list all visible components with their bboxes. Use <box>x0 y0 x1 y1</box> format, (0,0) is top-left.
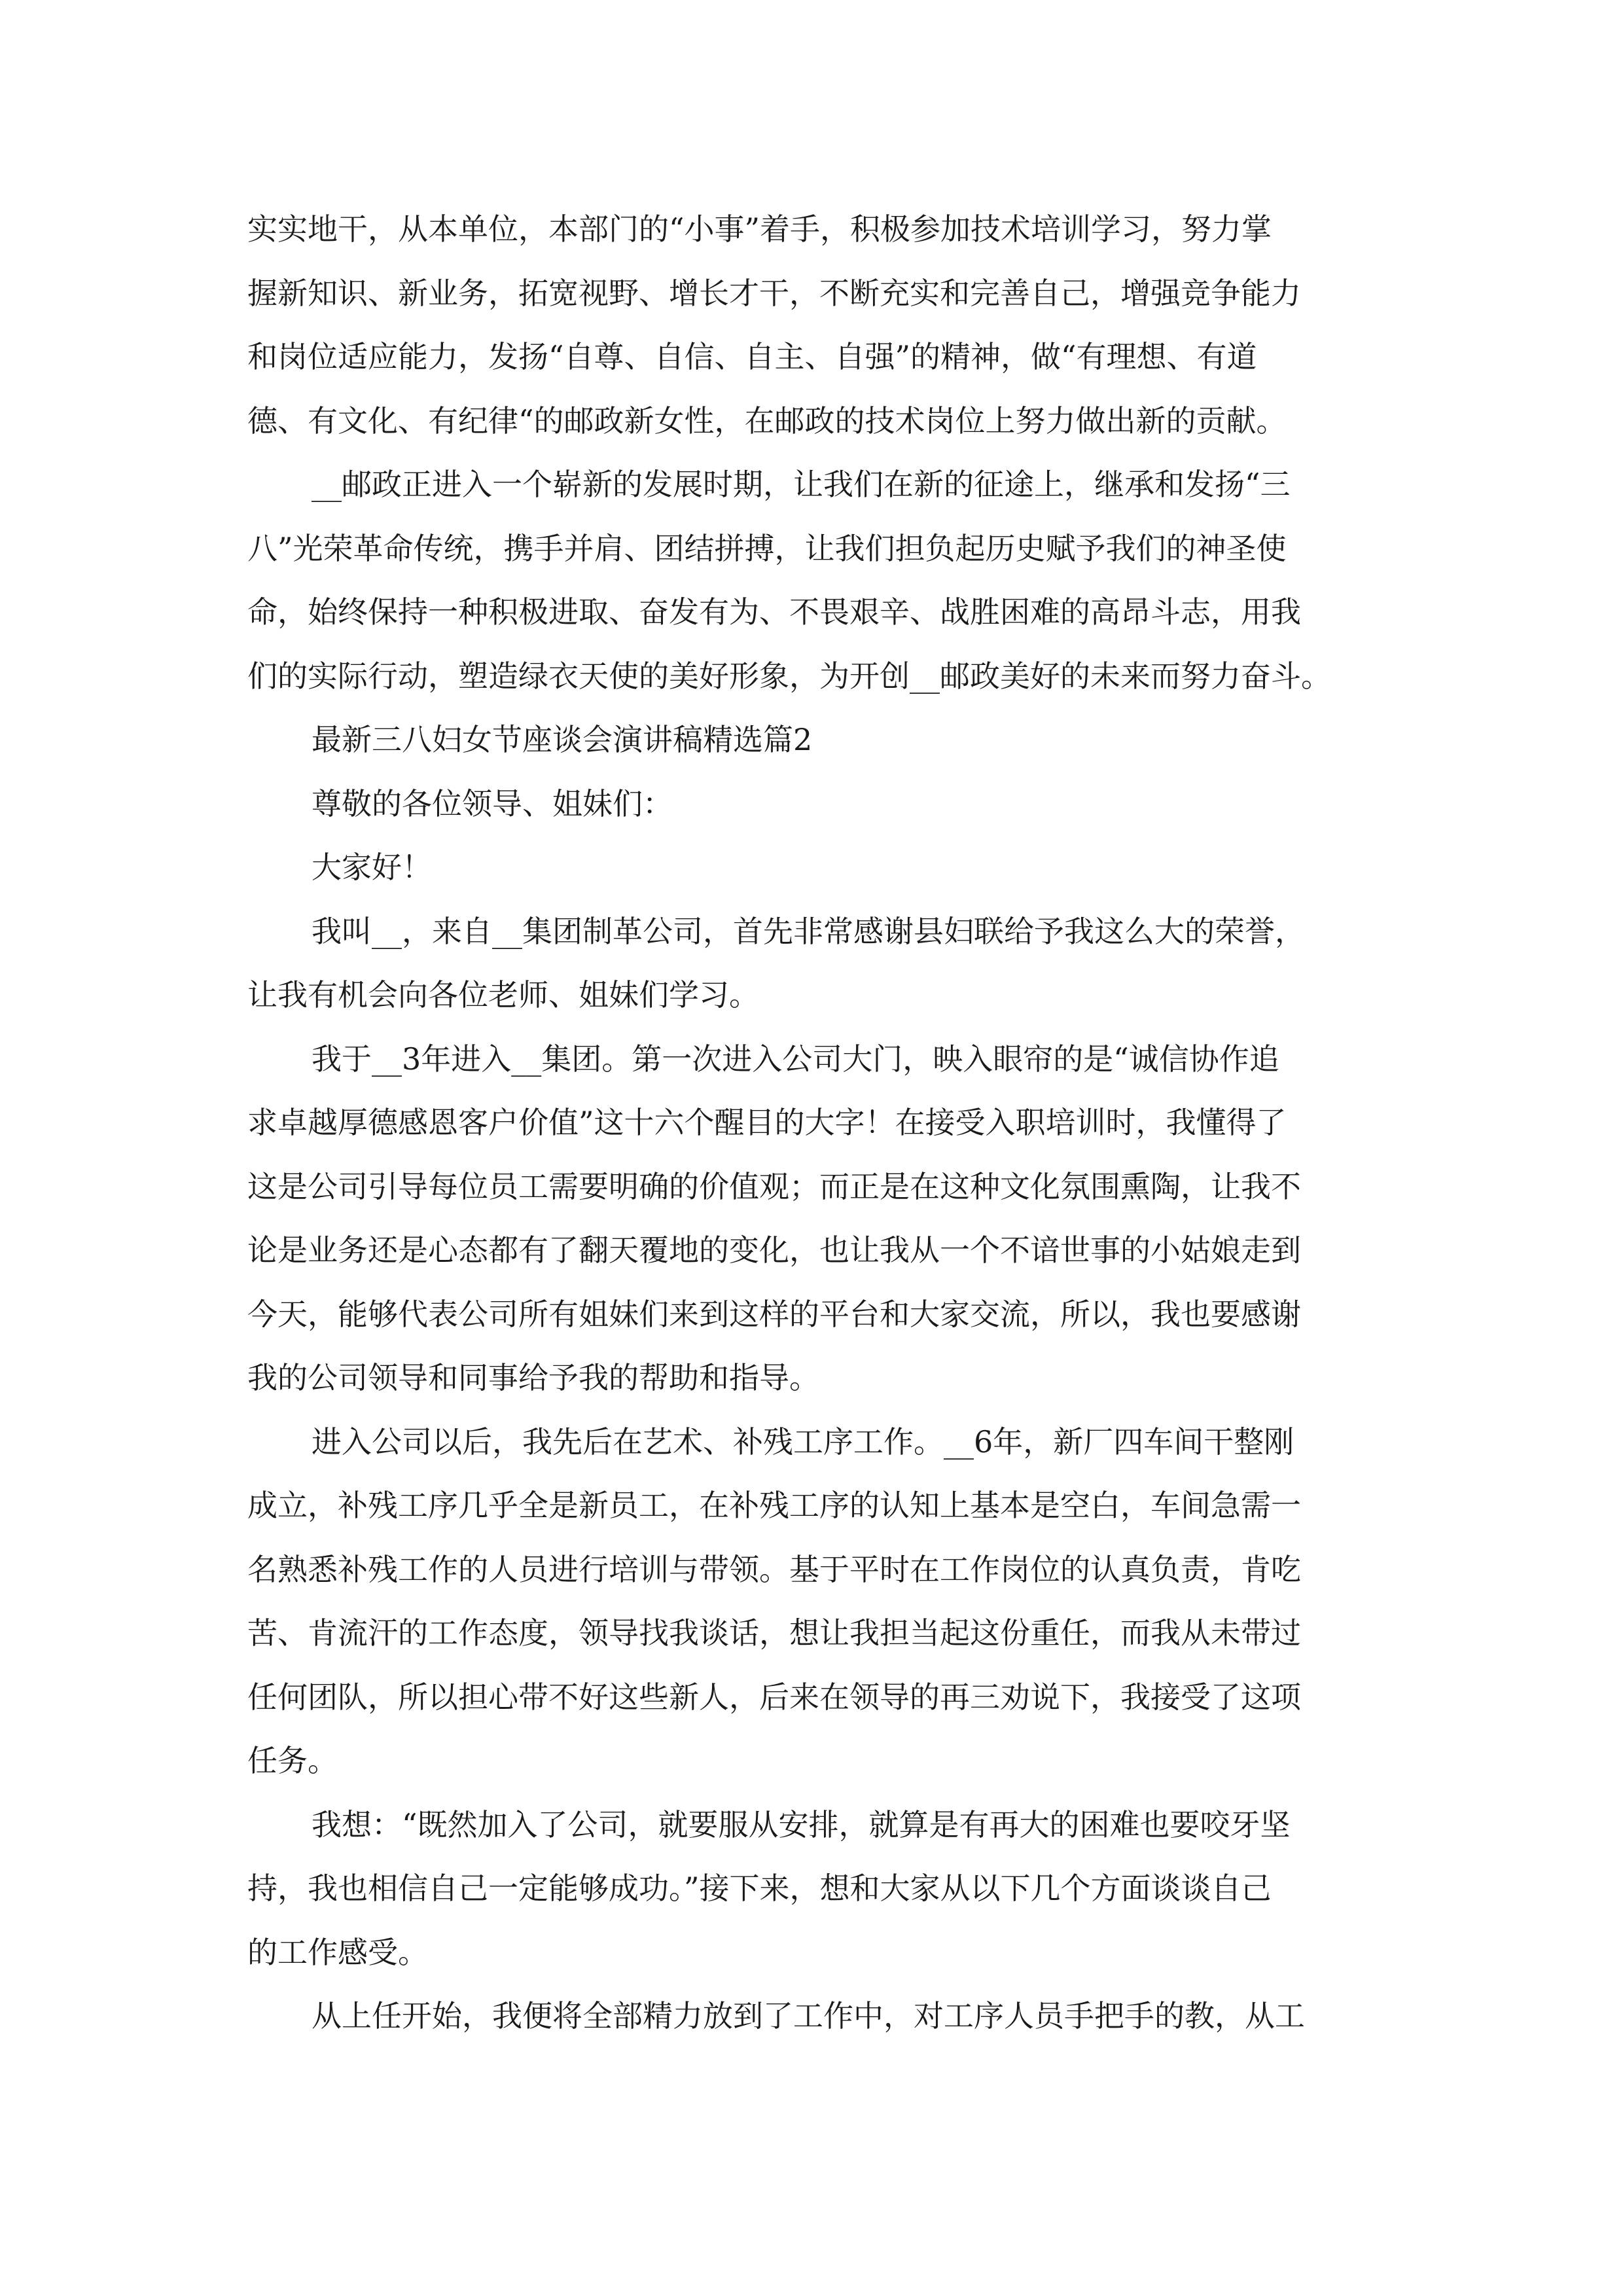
text-line: 握新知识、新业务，拓宽视野、增长才干，不断充实和完善自己，增强竞争能力 <box>247 275 1301 311</box>
text-line: 这是公司引导每位员工需要明确的价值观；而正是在这种文化氛围熏陶，让我不 <box>247 1168 1301 1204</box>
text-line: 进入公司以后，我先后在艺术、补残工序工作。__6年，新厂四车间干整刚 <box>312 1424 1294 1460</box>
text-line: 让我有机会向各位老师、姐妹们学习。 <box>247 977 759 1013</box>
text-line: 的工作感受。 <box>247 1934 428 1970</box>
text-line: 求卓越厚德感恩客户价值”这十六个醒目的大字！在接受入职培训时，我懂得了 <box>247 1105 1287 1140</box>
text-line: 我想：“既然加入了公司，就要服从安排，就算是有再大的困难也要咬牙坚 <box>312 1806 1291 1842</box>
text-line: 苦、肯流汗的工作态度，领导找我谈话，想让我担当起这份重任，而我从未带过 <box>247 1615 1301 1651</box>
salutation: 尊敬的各位领导、姐妹们： <box>312 785 673 821</box>
section-heading: 最新三八妇女节座谈会演讲稿精选篇2 <box>312 722 813 757</box>
text-line: 成立，补残工序几乎全是新员工，在补残工序的认知上基本是空白，车间急需一 <box>247 1488 1301 1523</box>
text-line: 我的公司领导和同事给予我的帮助和指导。 <box>247 1360 819 1395</box>
text-line: 任何团队，所以担心带不好这些新人，后来在领导的再三劝说下，我接受了这项 <box>247 1679 1301 1715</box>
text-line: 八”光荣革命传统，携手并肩、团结拼搏，让我们担负起历史赋予我们的神圣使 <box>247 530 1287 566</box>
document-page <box>247 198 1381 2049</box>
text-line: 论是业务还是心态都有了翻天覆地的变化，也让我从一个不谙世事的小姑娘走到 <box>247 1232 1301 1268</box>
text-line: __邮政正进入一个崭新的发展时期，让我们在新的征途上，继承和发扬“三 <box>312 467 1291 502</box>
text-line: 我于__3年进入__集团。第一次进入公司大门，映入眼帘的是“诚信协作追 <box>312 1041 1279 1077</box>
text-line: 命，始终保持一种积极进取、奋发有为、不畏艰辛、战胜困难的高昂斗志，用我 <box>247 594 1301 630</box>
text-line: 德、有文化、有纪律“的邮政新女性，在邮政的技术岗位上努力做出新的贡献。 <box>247 403 1287 439</box>
text-line: 持，我也相信自己一定能够成功。”接下来，想和大家从以下几个方面谈谈自己 <box>247 1871 1272 1906</box>
text-line: 们的实际行动，塑造绿衣天使的美好形象，为开创__邮政美好的未来而努力奋斗。 <box>247 658 1331 694</box>
text-line: 从上任开始，我便将全部精力放到了工作中，对工序人员手把手的教，从工 <box>312 1998 1305 2034</box>
greeting: 大家好！ <box>312 850 432 885</box>
text-line: 和岗位适应能力，发扬“自尊、自信、自主、自强”的精神，做“有理想、有道 <box>247 339 1257 374</box>
text-line: 我叫__，来自__集团制革公司，首先非常感谢县妇联给予我这么大的荣誉， <box>312 913 1305 949</box>
text-line: 实实地干，从本单位，本部门的“小事”着手，积极参加技术培训学习，努力掌 <box>247 211 1272 247</box>
text-line: 名熟悉补残工作的人员进行培训与带领。基于平时在工作岗位的认真负责，肯吃 <box>247 1551 1301 1587</box>
text-line: 任务。 <box>247 1743 338 1778</box>
text-line: 今天，能够代表公司所有姐妹们来到这样的平台和大家交流，所以，我也要感谢 <box>247 1296 1301 1332</box>
